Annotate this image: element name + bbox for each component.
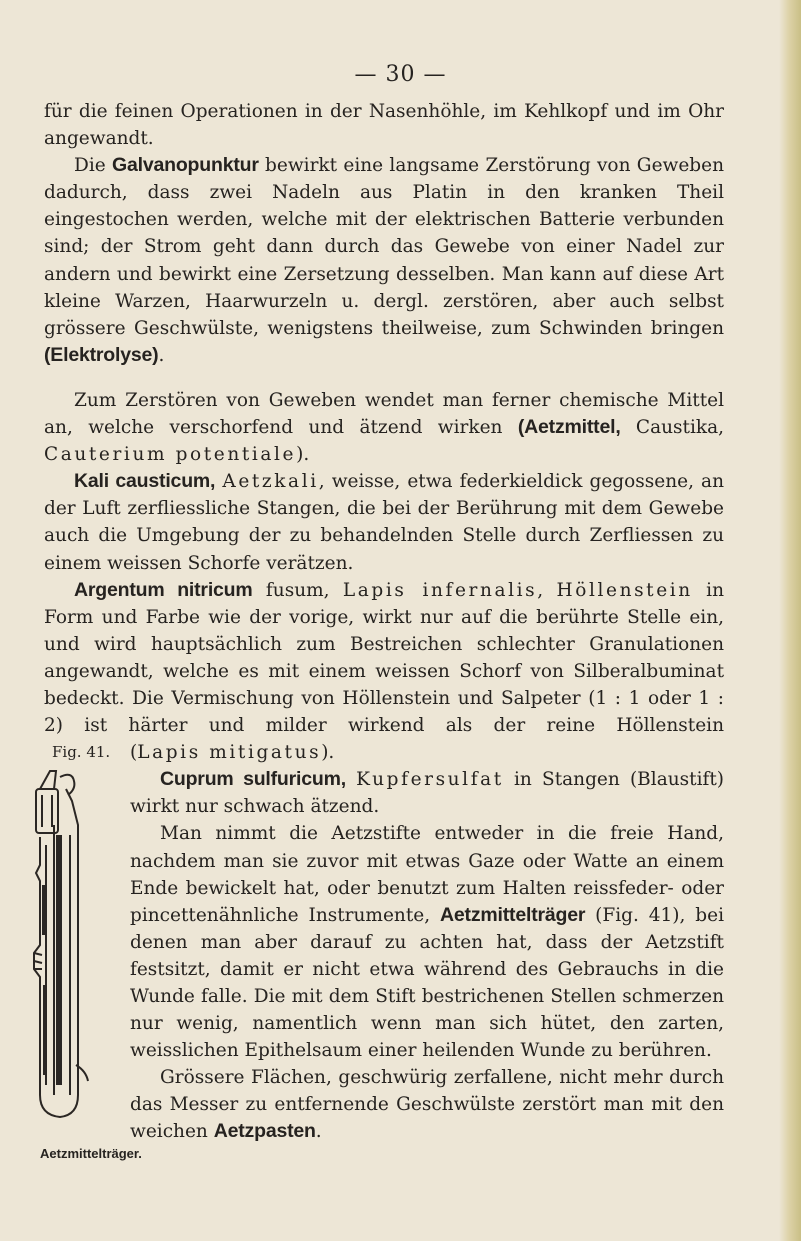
text-run: Zum Zerstören von Geweben wendet man ferner chemische Mittel an, welche verschorfend und ätzend wirken [44, 389, 724, 439]
text-run [346, 769, 356, 790]
term-galvanopunktur: Galvanopunktur [112, 154, 259, 177]
spaced-term: Höllenstein [556, 579, 693, 601]
figure-label: Fig. 41. [52, 743, 111, 762]
text-run: . [315, 1121, 322, 1143]
spaced-term: Cauterium potentiale [44, 444, 297, 466]
paragraph-aetzmittel [44, 387, 724, 468]
term-elektrolyse: (Elektrolyse) [44, 343, 159, 366]
text-run: Man nimmt die Aetzstifte entweder in die freie Hand, nachdem man sie zuvor mit etwas Gaze oder Watte an einem Ende bewickelt hat, oder benutzt zum Halten reissfeder- oder pincettenähnliche Instrumente, [130, 823, 724, 926]
text-run: Grössere Flächen, geschwürig zerfallene, nicht mehr durch das Messer zu entfernende Geschwülste zerstört man mit den weichen [130, 1067, 724, 1143]
text-run: fusum, [252, 579, 343, 601]
spaced-term: Lapis infernalis [342, 579, 538, 601]
page-number: — 30 — [354, 62, 447, 87]
figure-41 [14, 739, 142, 1169]
text-run: . [158, 344, 165, 366]
caustic-holder-illustration [26, 765, 96, 1125]
text-run: ). [321, 742, 335, 764]
term-aetzpasten: Aetzpasten [213, 1120, 316, 1143]
body-text [40, 98, 725, 1169]
paragraph-aetzstifte [44, 820, 724, 1064]
paragraph-kali [44, 468, 724, 576]
term-kali-causticum: Kali causticum, [74, 470, 216, 493]
text-run: bewirkt eine langsame Zerstörung von Geweben dadurch, dass zwei Nadeln aus Platin in den kranken Theil eingestochen werden, welche mit der elektrischen Batterie verbunden sind; der Strom geht dann durch das Gewebe von einer Nadel zur andern und bewirkt eine Zersetzung desselben. Man kann auf diese Art kleine Warzen, Haarwurzeln u. dergl. zerstören, aber auch selbst grössere Geschwülste, wenigstens theilweise, zum Schwinden bringen [44, 155, 725, 339]
text-run: Caustika, [620, 417, 724, 439]
text-run: Die [74, 155, 113, 177]
term-aetzmittel: (Aetzmittel, [517, 416, 621, 439]
paragraph-cuprum [44, 766, 724, 820]
page-edge [779, 0, 801, 1241]
paragraph-intro [44, 98, 724, 152]
spaced-term: Aetzkali [222, 471, 319, 493]
paragraph-aetzpasten [44, 1064, 724, 1145]
term-aetzmitteltraeger: Aetzmittelträger [440, 903, 586, 926]
text-run: in Stangen (Blaustift) wirkt nur schwach ätzend. [130, 769, 724, 818]
term-cuprum-sulfuricum: Cuprum sulfuricum, [160, 768, 346, 791]
text-run: , [537, 579, 557, 601]
spaced-term: Lapis mitigatus [137, 742, 322, 764]
figure-caption: Aetzmittelträger. [40, 1146, 142, 1162]
paragraph-galvanopunktur [44, 152, 724, 369]
term-argentum-nitricum: Argentum nitricum [74, 578, 253, 601]
text-run: , weisse, etwa federkieldick gegossene, an der Luft zerfliessliche Stangen, die bei der Berührung mit dem Gewebe auch die Umgebung der zu behandelnden Stelle durch Zerfliessen zu einem weissen Schorfe verätzen. [44, 471, 724, 574]
text-run: (Fig. 41), bei denen man aber darauf zu achten hat, dass der Aetzstift festsitzt, damit er nicht etwa während des Gebrauchs in die Wunde falle. Die mit dem Stift bestrichenen Stellen schmerzen nur wenig, namentlich wenn man sich hütet, den zarten, weisslichen Epithelsaum einer heilenden Wunde zu berühren. [130, 904, 724, 1062]
spaced-term: Kupfersulfat [356, 769, 504, 791]
text-run: für die feinen Operationen in der Nasenhöhle, im Kehlkopf und im Ohr angewandt. [44, 101, 724, 150]
text-run: in Form und Farbe wie der vorige, wirkt nur auf die berührte Stelle ein, und wird hauptsächlich zum Bestreichen schlechter Granulationen angewandt, welche es mit einem weissen Schorf von Silberalbuminat bedeckt. Die Vermischung von Höllenstein und Salpeter (1 : 1 oder 1 : 2) ist härter und milder wirkend als der reine Höllenstein ( [44, 579, 725, 764]
text-run: ). [296, 444, 310, 466]
